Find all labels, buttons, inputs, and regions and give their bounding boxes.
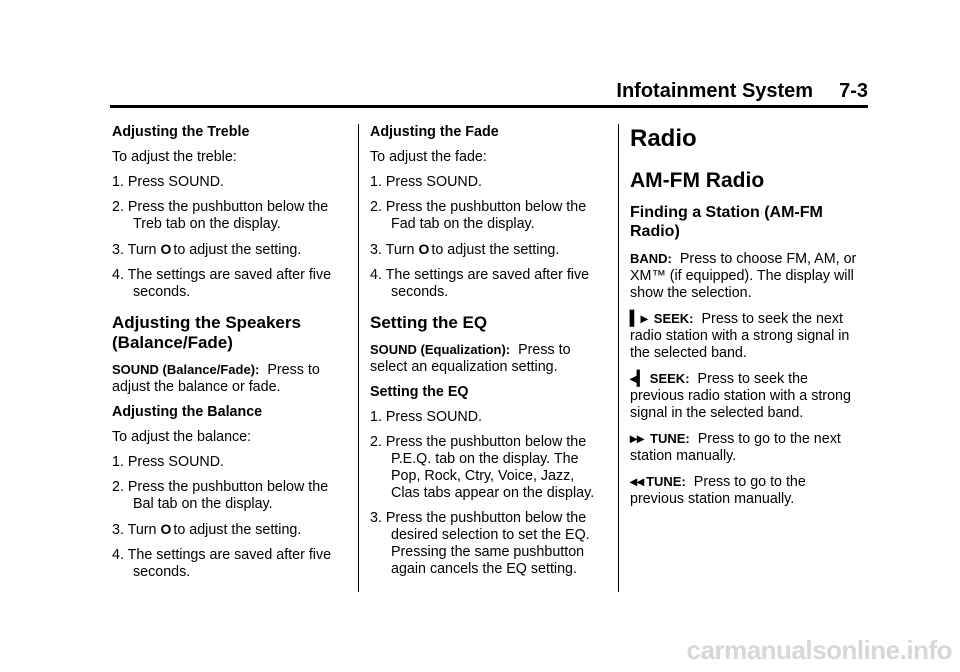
tune-next-text: Press to go to the next station manually. — [630, 431, 841, 464]
eq-heading: Setting the EQ — [370, 313, 488, 332]
fade-intro: To adjust the fade: — [370, 149, 487, 165]
band-paragraph — [630, 250, 862, 302]
tune-prev-paragraph — [630, 473, 862, 508]
seek-prev-label: SEEK: — [649, 371, 690, 386]
list-item: 2. Press the pushbutton below the Bal tab on the display. — [112, 479, 329, 512]
seek-next-text: Press to seek the next radio station with a strong signal in the selected band. — [630, 311, 850, 361]
knob-icon: O — [160, 241, 172, 257]
column-3 — [630, 124, 862, 516]
fade-heading: Adjusting the Fade — [370, 124, 499, 140]
page-number: 7-3 — [839, 80, 868, 102]
step-text: to adjust the setting. — [431, 242, 560, 258]
list-item: 2. Press the pushbutton below the Fad tab on the display. — [370, 199, 587, 232]
radio-heading: Radio — [630, 125, 697, 152]
list-item: 1. Press SOUND. — [370, 174, 483, 190]
sound-text: Press to adjust the balance or fade. — [112, 362, 320, 395]
step-text: to adjust the setting. — [173, 522, 302, 538]
column-1 — [112, 124, 344, 589]
eq-label: SOUND (Equalization): — [370, 342, 511, 357]
list-item: 3. Press the pushbutton below the desired selection to set the EQ. Pressing the same pushbutton again cancels the EQ setting. — [370, 510, 590, 577]
tune-prev-text: Press to go to the previous station manually. — [630, 474, 806, 507]
band-label: BAND: — [630, 251, 672, 266]
tune-next-icon: ▸▸ — [630, 430, 645, 446]
treble-heading: Adjusting the Treble — [112, 124, 250, 140]
seek-prev-text: Press to seek the previous radio station with a strong signal in the selected band. — [630, 371, 851, 421]
treble-intro: To adjust the treble: — [112, 149, 237, 165]
column-divider — [358, 124, 359, 592]
sound-label: SOUND (Balance/Fade): — [112, 362, 260, 377]
seek-prev-icon: ◂▎ — [630, 370, 648, 386]
header-rule — [110, 105, 868, 108]
seek-prev-paragraph — [630, 370, 862, 422]
knob-icon: O — [160, 521, 172, 537]
amfm-heading: AM-FM Radio — [630, 169, 765, 192]
tune-next-paragraph — [630, 430, 862, 465]
eq-text: Press to select an equalization setting. — [370, 342, 571, 375]
band-text: Press to choose FM, AM, or XM™ (if equipped). The display will show the selection. — [630, 251, 857, 301]
step-text: to adjust the setting. — [173, 242, 302, 258]
list-item: 2. Press the pushbutton below the Treb tab on the display. — [112, 199, 329, 232]
list-item: 4. The settings are saved after five seconds. — [112, 267, 332, 300]
list-item: 4. The settings are saved after five seconds. — [112, 547, 332, 580]
seek-next-icon: ▍▸ — [630, 310, 648, 326]
sound-paragraph — [112, 361, 344, 396]
column-divider — [618, 124, 619, 592]
tune-prev-icon: ◂◂ — [630, 473, 645, 489]
step-text: 3. Turn — [112, 242, 161, 258]
section-title: Infotainment System — [616, 80, 814, 102]
tune-next-label: TUNE: — [650, 431, 690, 446]
step-text: 3. Turn — [370, 242, 419, 258]
page-header — [616, 80, 868, 103]
list-item: 1. Press SOUND. — [370, 409, 483, 425]
balance-heading: Adjusting the Balance — [112, 404, 263, 420]
seek-next-label: SEEK: — [653, 311, 694, 326]
column-2 — [370, 124, 602, 586]
list-item: 1. Press SOUND. — [112, 454, 225, 470]
watermark: carmanualsonline.info — [686, 635, 952, 665]
eq-subheading: Setting the EQ — [370, 384, 469, 400]
list-item — [112, 241, 344, 259]
list-item: 2. Press the pushbutton below the P.E.Q. tab on the display. The Pop, Rock, Ctry, Voice, Jazz, Clas tabs appear on the display. — [370, 434, 595, 501]
finding-station-heading: Finding a Station (AM-FM Radio) — [630, 204, 823, 240]
list-item: 1. Press SOUND. — [112, 174, 225, 190]
knob-icon: O — [418, 241, 430, 257]
speakers-heading: Adjusting the Speakers (Balance/Fade) — [112, 313, 301, 352]
eq-paragraph — [370, 341, 602, 376]
tune-prev-label: TUNE: — [646, 474, 686, 489]
seek-next-paragraph — [630, 310, 862, 362]
list-item — [370, 241, 602, 259]
step-text: 3. Turn — [112, 522, 161, 538]
balance-intro: To adjust the balance: — [112, 429, 252, 445]
list-item — [112, 521, 344, 539]
list-item: 4. The settings are saved after five seconds. — [370, 267, 590, 300]
